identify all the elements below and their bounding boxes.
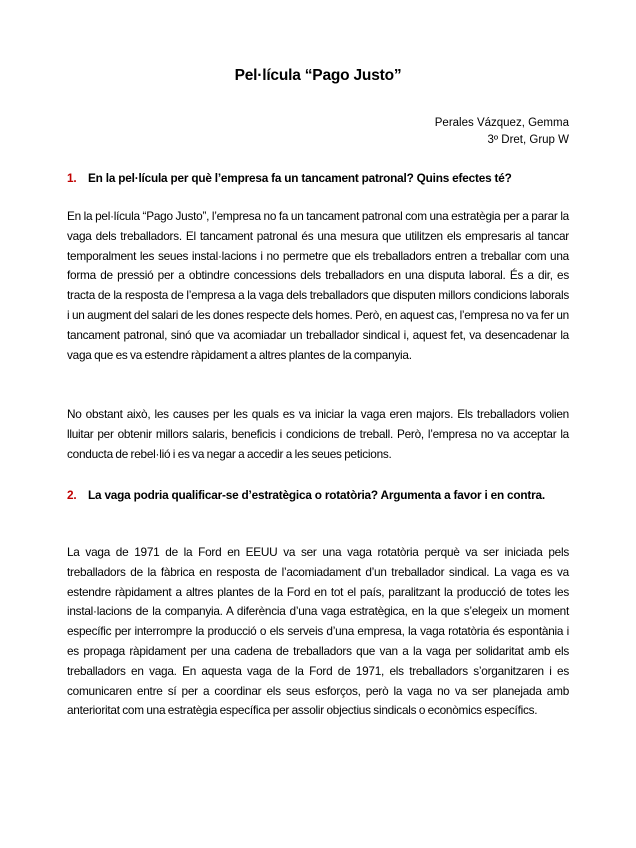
paragraph-1: En la pel·lícula “Pago Justo”, l’empresa no fa un tancament patronal com una estratègia per a parar la vaga dels treballadors. El tancament patronal és una mesura que utilitzen els empresaris al tancar temporalment les seues instal·lacions i no permetre que els treballadors entren a treballar com una forma de pressió per a obtindre concessions dels treballadors en una disputa laboral. És a dir, es tracta de la resposta de l’empresa a la vaga dels treballadors que disputen millors condicions laborals i un augment del salari de les dones respecte dels homes. Però, en aquest cas, l’empresa no va fer un tancament patronal, sinó que va acomiadar un treballador sindical i, aquest fet, va desencadenar la vaga que es va estendre ràpidament a altres plantes de la companyia. <box>67 209 569 362</box>
paragraph-3: La vaga de 1971 de la Ford en EEUU va ser una vaga rotatòria perquè va ser iniciada pels treballadors de la fàbrica en resposta de l’acomiadament d’un treballador sindical. La vaga es va estendre ràpidament a altres plantes de la Ford en tot el país, paralitzant la producció de totes les instal·lacions de la companyia. A diferència d’una vaga estratègica, en la que s’elegeix un moment específic per interrompre la producció o els serveis d’una empresa, la vaga rotatòria és espontània i es propaga ràpidament per una cadena de treballadors que van a la vaga per solidaritat amb els treballadors en vaga. En aquesta vaga de la Ford de 1971, els treballadors s’organitzaren i es comunicaren entre sí per a coordinar els seus esforços, però la vaga no va ser planejada amb anterioritat com una estratègia específica per assolir objectius sindicals o econòmics específics. <box>67 545 569 718</box>
question-number: 1. <box>67 171 77 185</box>
author-name: Perales Vázquez, Gemma <box>434 117 569 129</box>
document-title: Pel·lícula “Pago Justo” <box>234 67 402 84</box>
question-1 <box>67 168 569 188</box>
paragraph-2: No obstant això, les causes per les quals es va iniciar la vaga eren majors. Els treballadors volien lluitar per obtenir millors salaris, beneficis i condicions de treball. Però, l’empresa no va acceptar la conducta de rebel·lió i es va negar a accedir a les seues peticions. <box>67 407 569 461</box>
question-text: En la pel·lícula per què l’empresa fa un tancament patronal? Quins efectes té? <box>88 171 512 185</box>
author-group: 3º Dret, Grup W <box>487 134 569 146</box>
question-2 <box>67 485 569 505</box>
question-text: La vaga podria qualificar-se d’estratègica o rotatòria? Argumenta a favor i en contra. <box>88 488 545 502</box>
author-block <box>435 115 569 149</box>
question-number: 2. <box>67 488 77 502</box>
